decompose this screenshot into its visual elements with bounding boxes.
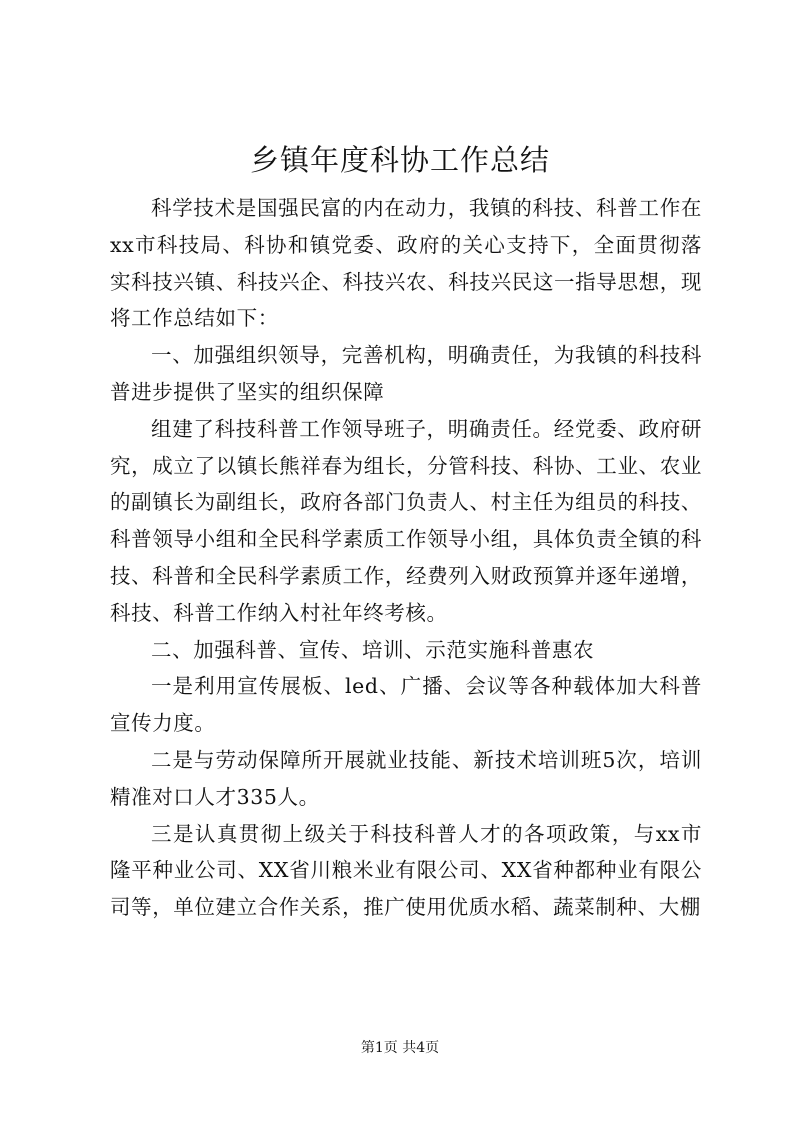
document-title: 乡镇年度科协工作总结 [249, 143, 550, 177]
document-body [110, 190, 702, 926]
paragraph-intro: 科学技术是国强民富的内在动力，我镇的科技、科普工作在xx市科技局、科协和镇党委、政府的关心支持下，全面贯彻落实科技兴镇、科技兴企、科技兴农、科技兴民这一指导思想，现将工作总结如下： [110, 196, 702, 331]
page-footer: 第1页 共4页 [360, 1040, 440, 1056]
paragraph-item-1: 一是利用宣传展板、led、广播、会议等各种载体加大科普宣传力度。 [110, 674, 702, 736]
section-heading-2: 二、加强科普、宣传、培训、示范实施科普惠农 [151, 637, 595, 662]
paragraph-item-2: 二是与劳动保障所开展就业技能、新技术培训班5次，培训精准对口人才335人。 [110, 747, 702, 809]
section-heading-1: 一、加强组织领导，完善机构，明确责任，为我镇的科技科普进步提供了坚实的组织保障 [110, 343, 702, 404]
paragraph-item-3: 三是认真贯彻上级关于科技科普人才的各项政策，与xx市隆平种业公司、XX省川粮米业有限公司、XX省种都种业有限公司等，单位建立合作关系，推广使用优质水稻、蔬菜制种、大棚 [110, 821, 702, 920]
paragraph-organization: 组建了科技科普工作领导班子，明确责任。经党委、政府研究，成立了以镇长熊祥春为组长，分管科技、科协、工业、农业的副镇长为副组长，政府各部门负责人、村主任为组员的科技、科普领导小组和全民科学素质工作领导小组，具体负责全镇的科技、科普和全民科学素质工作，经费列入财政预算并逐年递增，科技、科普工作纳入村社年终考核。 [110, 416, 702, 625]
